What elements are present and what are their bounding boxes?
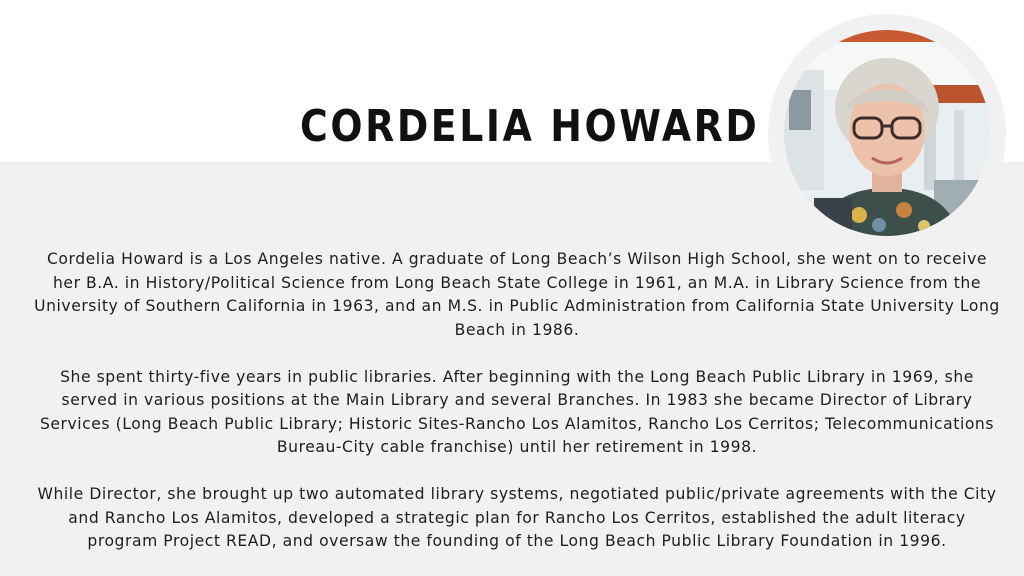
bio-paragraph-education: Cordelia Howard is a Los Angeles native. A graduate of Long Beach’s Wilson High School, she went on to receive her B.A. in History/Political Science from Long Beach State College in 1961, an M.A. in Library Science from the University of Southern California in 1963, and an M.S. in Public Administration from California State University Long Beach in 1986. (34, 250, 1000, 339)
bio-paragraph-career: She spent thirty-five years in public libraries. After beginning with the Long Beach Public Library in 1969, she served in various positions at the Main Library and several Branches. In 1983 she became Director of Library Services (Long Beach Public Library; Historic Sites-Rancho Los Alamitos, Rancho Los Cerritos; Telecommunications Bureau-City cable franchise) until her retirement in 1998. (39, 367, 995, 456)
biography (34, 248, 1000, 554)
portrait-photo (784, 30, 990, 236)
page-title: CORDELIA HOWARD (300, 101, 760, 152)
bio-paragraph-director: While Director, she brought up two automated library systems, negotiated public/private agreements with the City and Rancho Los Alamitos, developed a strategic plan for Rancho Los Cerritos, established the adult literacy program Project READ, and oversaw the founding of the Long Beach Public Library Foundation in 1996. (37, 485, 997, 550)
